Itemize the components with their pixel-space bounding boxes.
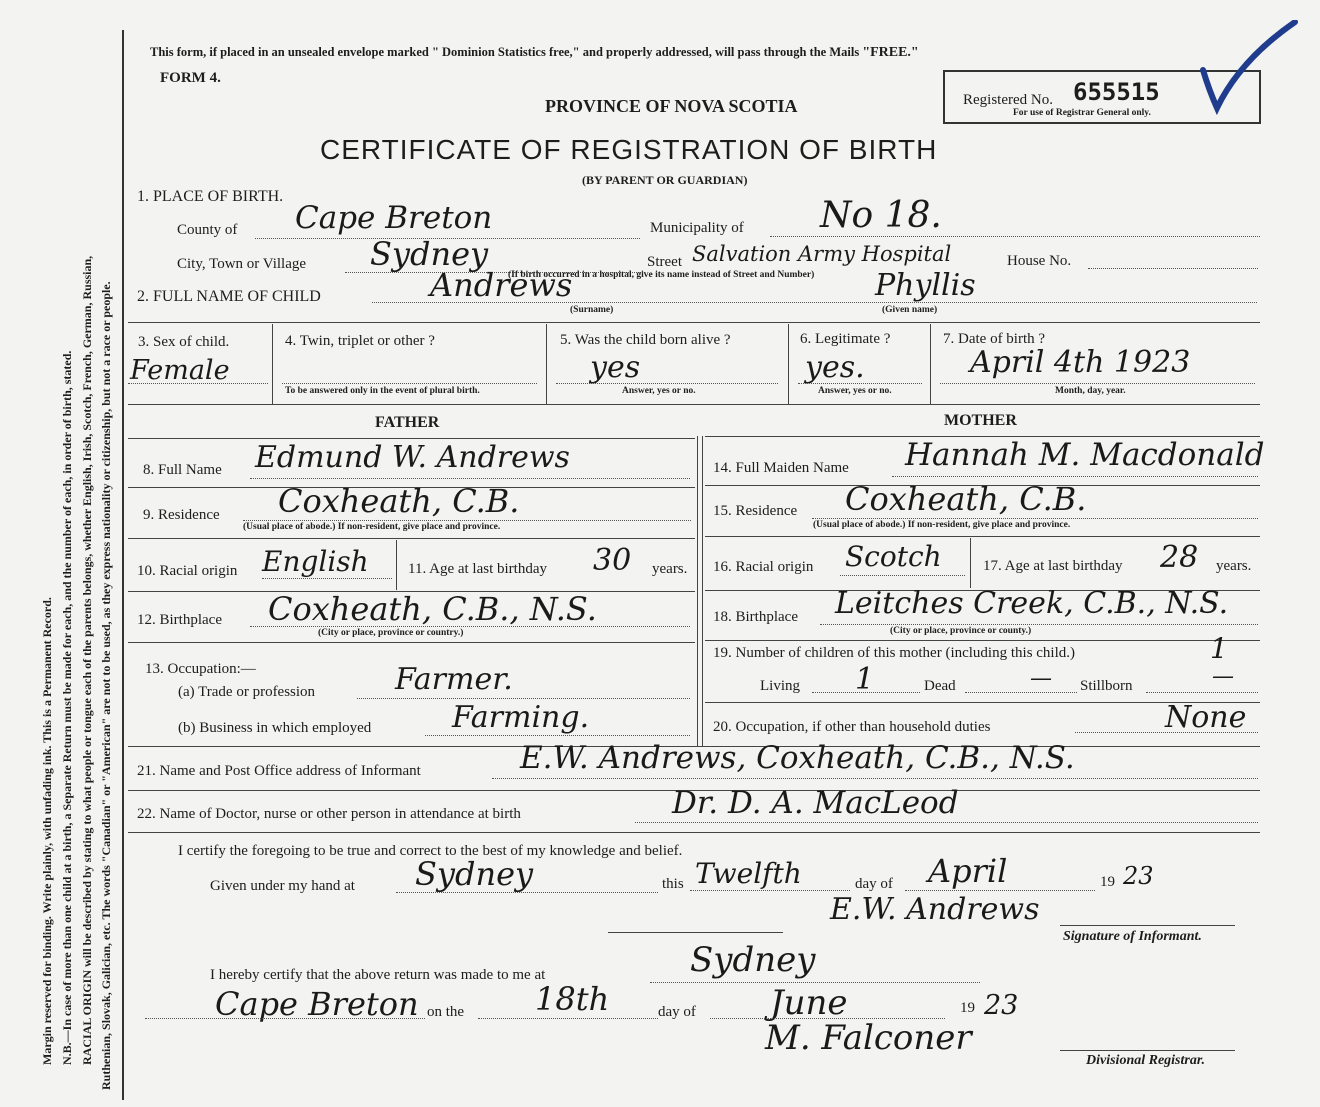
year-prefix: 19 (1100, 874, 1115, 890)
given-place: Sydney (415, 855, 534, 893)
page-title: CERTIFICATE OF REGISTRATION OF BIRTH (320, 134, 938, 165)
father-residence-note: (Usual place of abode.) If non-resident, give place and province. (243, 522, 501, 532)
father-race-value: English (262, 545, 369, 578)
mother-occupation-value: None (1165, 700, 1247, 735)
dead-value: — (1030, 666, 1052, 691)
children-value: 1 (1210, 632, 1228, 665)
province-heading: PROVINCE OF NOVA SCOTIA (545, 96, 798, 116)
margin-instruction-3: RACIAL ORIGIN will be described by stating to what people or tongue each of the parents belongs, whether English, Irish, Scotch, French, German, Russian, (80, 255, 94, 1065)
father-heading: FATHER (375, 414, 440, 431)
hospital-note: (If birth occurred in a hospital, give its name instead of Street and Number) (508, 270, 815, 280)
child-surname: Andrews (430, 266, 573, 304)
registered-number: 655515 (1073, 78, 1160, 106)
stillborn-value: — (1212, 664, 1234, 689)
on-the-label: on the (427, 1004, 465, 1020)
business-value: Farming. (452, 700, 590, 735)
margin-rule (122, 30, 124, 1100)
registrar-note: For use of Registrar General only. (1013, 108, 1151, 118)
dead-label: Dead (924, 678, 956, 694)
father-residence-value: Coxheath, C.B. (278, 482, 520, 520)
city-value: Sydney (370, 235, 489, 273)
mother-heading: MOTHER (944, 412, 1017, 429)
mother-birthplace-note: (City or place, province or county.) (890, 626, 1032, 636)
father-race-label: 10. Racial origin (137, 563, 238, 579)
surname-note: (Surname) (570, 305, 614, 315)
reg-year-prefix: 19 (960, 1000, 975, 1016)
dob-label: 7. Date of birth ? (943, 331, 1046, 347)
municipality-label: Municipality of (650, 220, 744, 236)
street-value: Salvation Army Hospital (692, 242, 952, 266)
registered-label: Registered No. (963, 92, 1053, 108)
registrar-month: June (770, 983, 848, 1023)
registrar-statement: I hereby certify that the above return was made to me at (210, 967, 546, 983)
stillborn-label: Stillborn (1080, 678, 1133, 694)
child-name-label: 2. FULL NAME OF CHILD (137, 288, 321, 305)
margin-instruction-2: N.B.—In case of more than one child at a birth, a Separate Return must be made for each, and the number of each, in order of birth, stated. (60, 350, 74, 1065)
trade-label: (a) Trade or profession (178, 684, 316, 700)
dob-value: April 4th 1923 (970, 345, 1191, 380)
father-birthplace-label: 12. Birthplace (137, 612, 222, 628)
child-given-name: Phyllis (875, 268, 976, 303)
mother-race-label: 16. Racial origin (713, 559, 814, 575)
living-value: 1 (855, 662, 875, 697)
mother-race-value: Scotch (845, 540, 942, 573)
on-the-value: 18th (535, 980, 610, 1018)
sex-value: Female (130, 355, 230, 386)
certify-statement: I certify the foregoing to be true and correct to the best of my knowledge and belief. (178, 843, 683, 859)
binding-margin (0, 0, 120, 1107)
informant-label: 21. Name and Post Office address of Informant (137, 763, 421, 779)
postal-note: This form, if placed in an unsealed envelope marked " Dominion Statistics free," and properly addressed, will pass through the Mails "FREE." (150, 45, 919, 60)
mother-occupation-label: 20. Occupation, if other than household duties (713, 719, 991, 735)
father-birthplace-value: Coxheath, C.B., N.S. (268, 590, 597, 628)
this-value: Twelfth (695, 857, 802, 890)
father-residence-label: 9. Residence (143, 507, 220, 523)
year-value: 23 (1123, 862, 1154, 890)
occupation-label: 13. Occupation:— (145, 661, 256, 677)
living-label: Living (760, 678, 800, 694)
registrar-place: Sydney (690, 940, 816, 980)
children-label: 19. Number of children of this mother (including this child.) (713, 645, 1076, 661)
given-label: Given under my hand at (210, 878, 355, 894)
father-age-value: 30 (593, 543, 632, 578)
business-label: (b) Business in which employed (178, 720, 372, 736)
alive-label: 5. Was the child born alive ? (560, 332, 731, 348)
mother-name-label: 14. Full Maiden Name (713, 460, 849, 476)
page-subtitle: (BY PARENT OR GUARDIAN) (582, 173, 748, 187)
registrar-signature: M. Falconer (765, 1018, 972, 1058)
mother-birthplace-label: 18. Birthplace (713, 609, 798, 625)
checkmark-icon (1195, 20, 1305, 120)
street-label: Street (647, 254, 682, 270)
legitimate-label: 6. Legitimate ? (800, 331, 891, 347)
father-name-value: Edmund W. Andrews (255, 440, 570, 475)
twin-note: To be answered only in the event of plural birth. (285, 386, 480, 396)
given-note: (Given name) (882, 305, 938, 315)
legitimate-note: Answer, yes or no. (818, 386, 892, 396)
county-value: Cape Breton (295, 200, 493, 236)
county-label: County of (177, 222, 238, 238)
mother-name-value: Hannah M. Macdonald (905, 437, 1265, 473)
signature-of-informant-label: Signature of Informant. (1063, 929, 1202, 944)
divisional-registrar-label: Divisional Registrar. (1086, 1053, 1206, 1068)
father-age-label: 11. Age at last birthday (408, 561, 547, 577)
mother-residence-label: 15. Residence (713, 503, 798, 519)
registrar-county: Cape Breton (215, 985, 419, 1023)
father-birthplace-note: (City or place, province or country.) (318, 628, 464, 638)
city-label: City, Town or Village (177, 256, 307, 272)
house-label: House No. (1007, 253, 1072, 269)
mother-age-label: 17. Age at last birthday (983, 558, 1123, 574)
day-of-label: day of (658, 1004, 696, 1020)
father-age-unit: years. (652, 561, 688, 577)
margin-instruction-4: Ruthenian, Slovak, Galician, etc. The words "Canadian" or "American" are not to be used, as they express nationality or citizenship, but not a race or people. (99, 281, 113, 1090)
twin-label: 4. Twin, triplet or other ? (285, 333, 435, 349)
mother-birthplace-value: Leitches Creek, C.B., N.S. (835, 586, 1229, 621)
place-heading: 1. PLACE OF BIRTH. (137, 188, 284, 205)
day-label: day of (855, 876, 893, 892)
doctor-label: 22. Name of Doctor, nurse or other person in attendance at birth (137, 806, 521, 822)
this-label: this (662, 876, 684, 892)
legitimate-value: yes. (805, 350, 865, 385)
alive-value: yes (590, 350, 641, 385)
doctor-value: Dr. D. A. MacLeod (672, 785, 959, 821)
informant-value: E.W. Andrews, Coxheath, C.B., N.S. (520, 740, 1075, 776)
reg-year-value: 23 (984, 990, 1019, 1021)
month-value: April (928, 852, 1008, 890)
mother-residence-note: (Usual place of abode.) If non-resident, give place and province. (813, 520, 1071, 530)
alive-note: Answer, yes or no. (622, 386, 696, 396)
margin-instruction-1: Margin reserved for binding. Write plainly, with unfading ink. This is a Permanent Record. (40, 597, 54, 1065)
form-number: FORM 4. (160, 70, 221, 86)
informant-signature: E.W. Andrews (830, 892, 1040, 927)
mother-age-unit: years. (1216, 558, 1252, 574)
trade-value: Farmer. (395, 662, 513, 697)
father-name-label: 8. Full Name (143, 462, 222, 478)
municipality-value: No 18. (820, 195, 942, 236)
dob-note: Month, day, year. (1055, 386, 1126, 396)
mother-age-value: 28 (1160, 540, 1199, 575)
sex-label: 3. Sex of child. (138, 334, 230, 350)
mother-residence-value: Coxheath, C.B. (845, 480, 1087, 518)
